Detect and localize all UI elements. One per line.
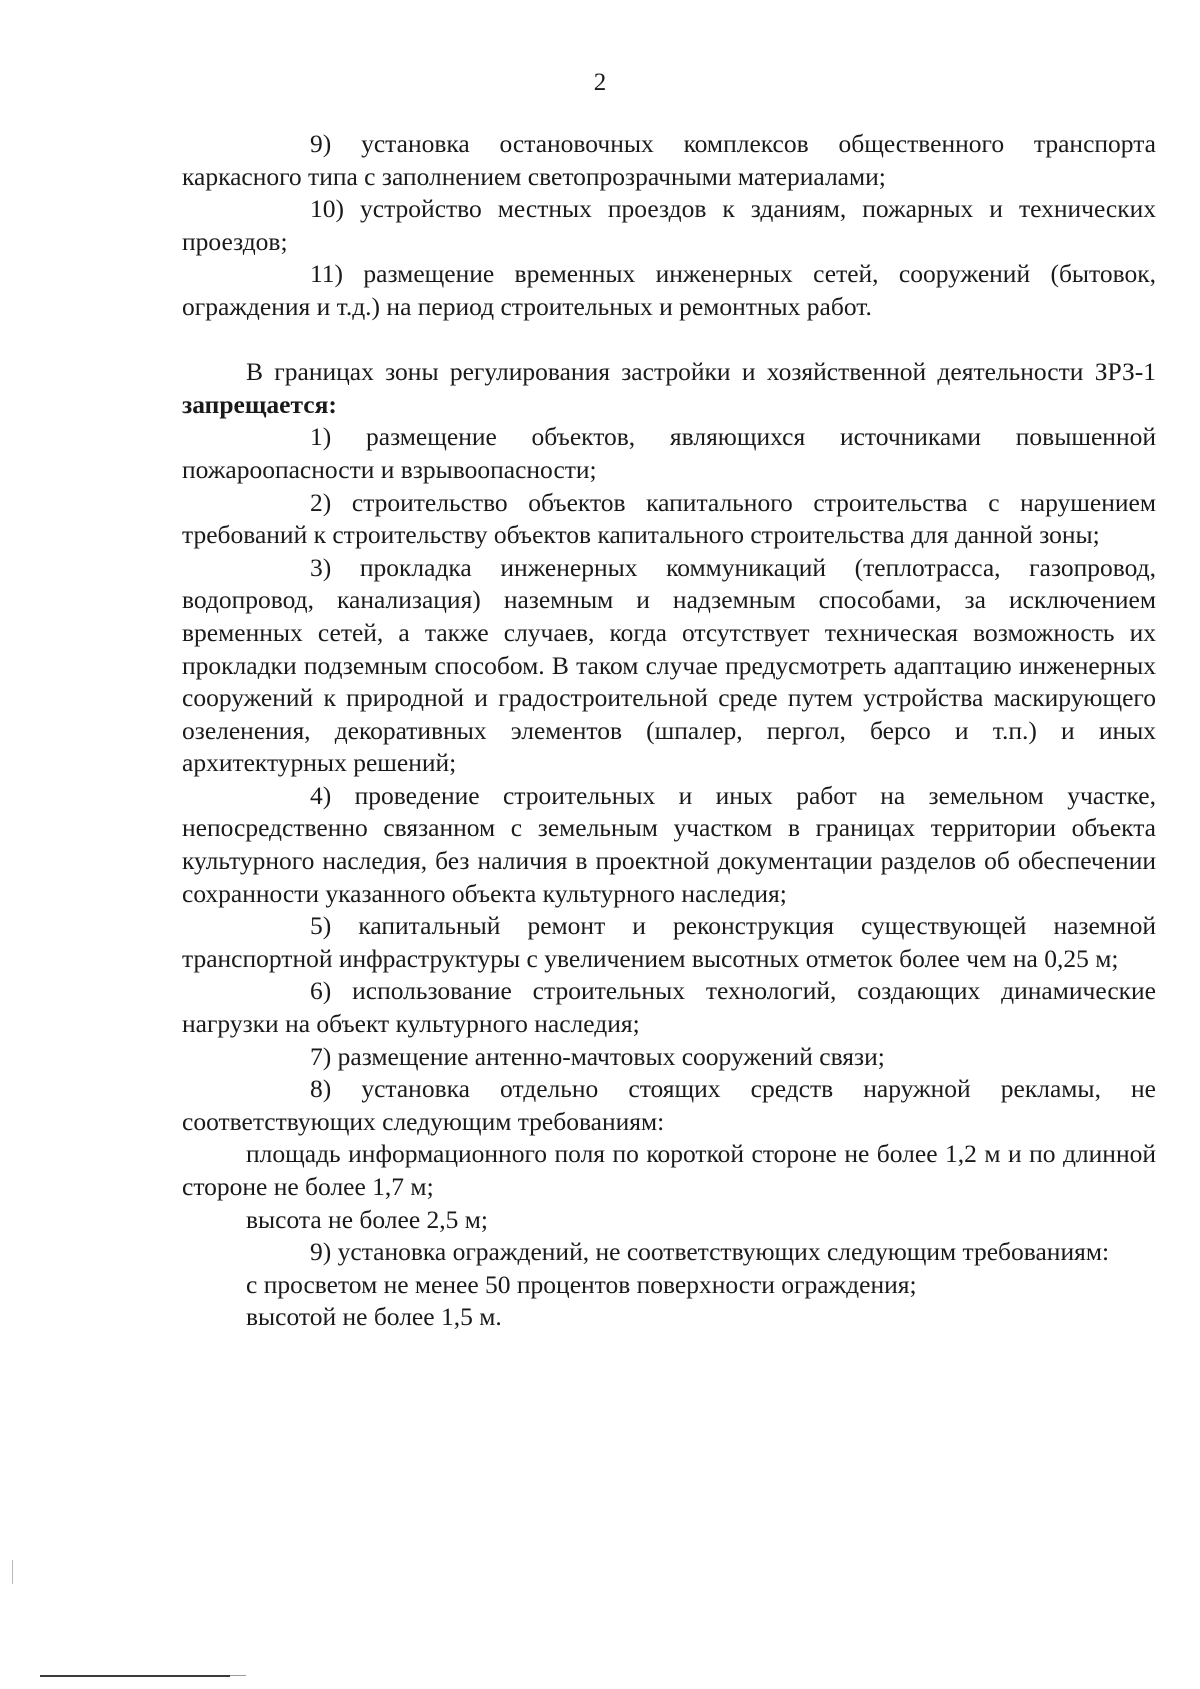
- list-text: установка отдельно стоящих средств наружной рекламы, не соответствующих следующим требованиям:: [182, 1074, 1156, 1136]
- list-number: 9): [310, 1237, 332, 1267]
- heading-text: В границах зоны регулирования застройки и хозяйственной деятельности ЗРЗ-1: [246, 357, 1156, 387]
- page-number: 2: [593, 69, 607, 96]
- footer-rule-tail: [230, 1675, 246, 1676]
- list-number: 11): [310, 259, 344, 289]
- section-heading: [182, 356, 1156, 421]
- list-text: установка остановочных комплексов общественного транспорта каркасного типа с заполнением светопрозрачными материалами;: [182, 129, 1156, 191]
- list-text: размещение временных инженерных сетей, сооружений (бытовок, ограждения и т.д.) на период строительных и ремонтных работ.: [182, 259, 1156, 321]
- list-text: проведение строительных и иных работ на земельном участке, непосредственно связанном с земельным участком в границах территории объекта культурного наследия, без наличия в проектной документации разделов об обеспечении сохранности указанного объекта культурного наследия;: [182, 780, 1156, 908]
- list-text: строительство объектов капитального строительства с нарушением требований к строительству объектов капитального строительства для данной зоны;: [182, 487, 1156, 550]
- fence-requirement-2: высотой не более 1,5 м.: [246, 1302, 502, 1332]
- list-number: 8): [310, 1074, 332, 1104]
- list-number: 9): [310, 129, 332, 158]
- prohibited-item-8: [182, 1073, 1156, 1138]
- heading-emphasis: запрещается:: [182, 389, 337, 419]
- prohibited-item-6: [182, 975, 1156, 1040]
- list-text: капитальный ремонт и реконструкция существующей наземной транспортной инфраструктуры с увеличением высотных отметок более чем на 0,25 м;: [182, 911, 1156, 973]
- list-text: установка ограждений, не соответствующих следующим требованиям:: [331, 1237, 1110, 1267]
- prohibited-item-5: [182, 910, 1156, 975]
- prohibited-item-3: [182, 552, 1156, 780]
- prohibited-item-1: [182, 421, 1156, 486]
- prohibited-item-4: [182, 780, 1156, 910]
- list-number: 7): [310, 1041, 332, 1071]
- fence-requirement-1: с просветом не менее 50 процентов поверхности ограждения;: [246, 1269, 917, 1299]
- document-body: [182, 128, 1156, 1334]
- list-number: 4): [310, 780, 332, 810]
- list-text: размещение объектов, являющихся источниками повышенной пожароопасности и взрывоопасности;: [182, 422, 1156, 484]
- intro-item-11: [182, 258, 1156, 323]
- prohibited-item-7: [182, 1041, 1156, 1074]
- list-number: 2): [310, 487, 332, 517]
- ad-requirement-2: высота не более 2,5 м;: [246, 1204, 488, 1234]
- list-text: использование строительных технологий, создающих динамические нагрузки на объект культурного наследия;: [182, 976, 1156, 1039]
- list-number: 5): [310, 911, 332, 941]
- list-text: устройство местных проездов к зданиям, пожарных и технических проездов;: [182, 194, 1156, 256]
- footer-rule: [40, 1675, 230, 1677]
- list-number: 6): [310, 976, 332, 1006]
- list-text: прокладка инженерных коммуникаций (теплотрасса, газопровод, водопровод, канализация) наземным и надземным способами, за исключением временных сетей, а также случаев, когда отсутствует техническая возможность их прокладки подземным способом. В таком случае предусмотреть адаптацию инженерных сооружений к природной и градостроительной среде путем устройства маскирующего озеленения, декоративных элементов (шпалер, пергол, берсо и т.п.) и иных архитектурных решений;: [182, 552, 1156, 778]
- intro-item-9: [182, 128, 1156, 193]
- prohibited-item-2: [182, 487, 1156, 552]
- list-number: 10): [310, 194, 344, 224]
- prohibited-item-9: [182, 1236, 1156, 1269]
- list-text: размещение антенно-мачтовых сооружений связи;: [331, 1041, 885, 1071]
- list-number: 1): [310, 422, 332, 452]
- ad-requirement-1: площадь информационного поля по короткой стороне не более 1,2 м и по длинной стороне не более 1,7 м;: [182, 1139, 1156, 1201]
- intro-item-10: [182, 193, 1156, 258]
- scan-margin-mark: [12, 1560, 13, 1584]
- list-number: 3): [310, 552, 332, 582]
